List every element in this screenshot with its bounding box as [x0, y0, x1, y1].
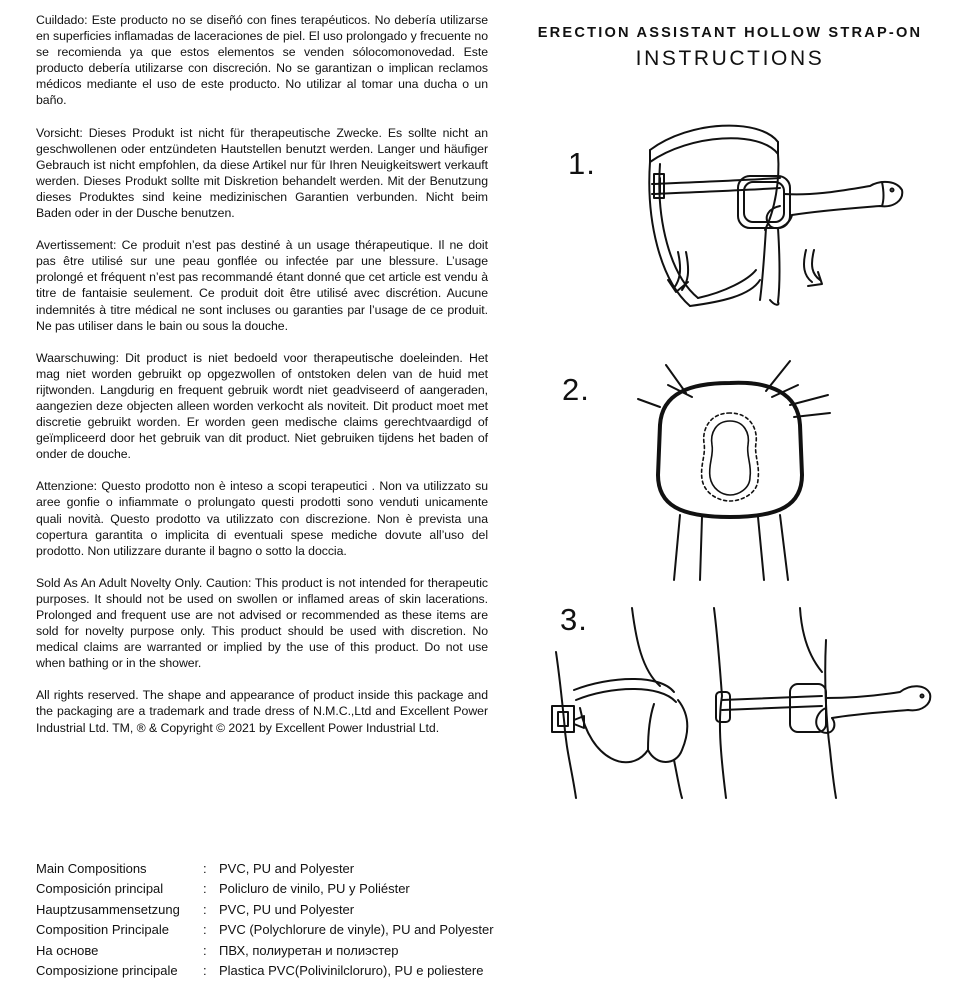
copyright-notice: All rights reserved. The shape and appearance of product inside this package and the packaging are a trademark and trade dress of N.M.C.,Ltd and Excellent Power Industrial Ltd. TM, ® & Copyright © 2021 by Excellent Power Industrial Ltd.: [36, 688, 488, 735]
instructions-title: INSTRUCTIONS: [635, 47, 825, 70]
composition-row: [36, 920, 556, 941]
composition-row: [36, 940, 556, 961]
composition-colon: :: [203, 963, 207, 979]
product-title: ERECTION ASSISTANT HOLLOW STRAP-ON: [537, 25, 923, 41]
composition-row: [36, 899, 556, 920]
composition-row: [36, 858, 556, 879]
composition-colon: :: [203, 922, 207, 938]
composition-colon: :: [203, 860, 207, 876]
instructions-column: [530, 0, 958, 1000]
composition-value: Plastica PVC(Polivinilcloruro), PU e poliestere: [219, 963, 484, 979]
composition-label: Composition Principale: [36, 922, 169, 938]
compositions-table: [36, 858, 556, 981]
step-2-number: 2.: [562, 372, 590, 407]
step-1-illustration: [630, 120, 930, 320]
step-1-number: 1.: [568, 146, 596, 181]
composition-colon: :: [203, 881, 207, 897]
composition-row: [36, 961, 556, 982]
composition-value: PVC, PU and Polyester: [219, 860, 355, 876]
disclaimer-french: Avertissement: Ce produit n’est pas destiné à un usage thérapeutique. Il ne doit pas être utilisé sur une peau gonflée ou infectée par une blessure. L’usage prolongé et fréquent n’est pas recommandé étant donné que cet article est vendu à titre de fantaisie seulement. Ce produit doit être utilisé avec discrétion. Aucune indemnités à titre médical ne sont incluses ou garanties par l’usage de ce produit. Ne pas utiliser dans le bain ou sous la douche.: [36, 238, 488, 333]
composition-colon: :: [203, 901, 207, 917]
composition-label: На основе: [36, 942, 99, 958]
composition-colon: :: [203, 942, 207, 958]
disclaimer-dutch: Waarschuwing: Dit product is niet bedoeld voor therapeutische doeleinden. Het mag niet worden gebruikt op opgezwollen of ontstoken delen van de huid met rijtwonden. Langdurig en frequent gebruik wordt niet geadviseerd of aangeraden, aangezien deze objecten alleen worden verkocht als noviteit. Dit product moet met discretie gebruikt worden. Er worden geen medische claims gerechtvaardigd of geïmpliceerd door het gebruik van dit product. Niet gebruiken tijdens het baden of onder de douche.: [36, 350, 488, 462]
disclaimer-column: [36, 12, 488, 752]
composition-label: Main Compositions: [36, 860, 147, 876]
composition-label: Composición principal: [36, 881, 164, 897]
composition-value: PVC (Polychlorure de vinyle), PU and Polyester: [219, 922, 494, 938]
disclaimer-italian: Attenzione: Questo prodotto non è inteso a scopi terapeutici . Non va utilizzato su aree gonfie o infiammate o prolungato questi prodotti sono venduti unicamente quali novità. Questo prodotto va utilizzato con discrezione. Non è prevista una copertura garantita o implicita di eventuali spese mediche dovute all’uso del prodotto. Non utilizzare durante il bagno o sotto la doccia.: [36, 479, 488, 558]
step-3-illustration: [550, 600, 950, 800]
step-3-number: 3.: [560, 602, 588, 637]
disclaimer-spanish: Cuildado: Este producto no se diseñó con fines terapéuticos. No debería utilizarse en superficies inflamadas de laceraciones de piel. El uso prolongado y frecuente no se recomienda ya que estos elementos se venden sólocomonovedad. Este producto debería utilizarse con discreción. No se garantizan o implican reclamos médicos mediante el uso de este producto. No utilizar al tomar una ducha o un baño.: [36, 13, 488, 108]
composition-value: PVC, PU und Polyester: [219, 901, 355, 917]
disclaimer-german: Vorsicht: Dieses Produkt ist nicht für therapeutische Zwecke. Es sollte nicht an geschwollenen oder entzündeten Hautstellen benutzt werden. Langer und häufiger Gebrauch ist nicht empfohlen, da diese Artikel nur für Ihren Neuigkeitswert verkauft werden. Dieses Produkt sollte mit Diskretion behandelt werden. Mit der Benutzung dieses Produktes sind keine medizinischen Garantien verbunden. Nicht beim Baden oder in der Dusche benutzen.: [36, 125, 488, 221]
composition-value: ПВХ, полиуретан и полиэстер: [219, 942, 399, 958]
step-2-illustration: [630, 355, 930, 585]
disclaimer-english: Sold As An Adult Novelty Only. Caution: This product is not intended for therapeutic purposes. It should not be used on swollen or inflamed areas of skin lacerations. Prolonged and frequent use are not advised or recommended as these items are sold for novelty purpose only. This product should be used with discretion. No medical claims are warranted or implied by the use of this product. Do not use when bathing or in the shower.: [36, 575, 488, 671]
composition-row: [36, 879, 556, 900]
composition-label: Composizione principale: [36, 963, 178, 979]
composition-value: Policluro de vinilo, PU y Poliéster: [219, 881, 410, 897]
composition-label: Hauptzusammensetzung: [36, 901, 180, 917]
